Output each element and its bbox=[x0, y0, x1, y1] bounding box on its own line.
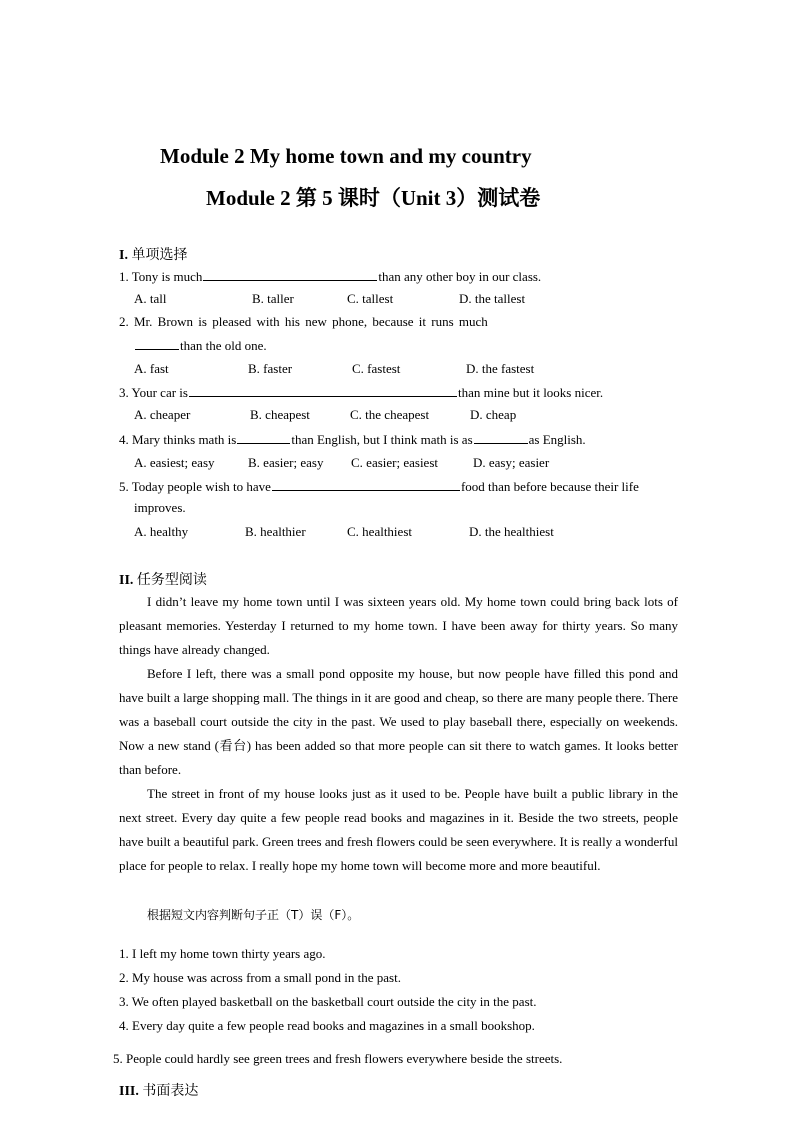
q5-option-b: B. healthier bbox=[245, 524, 306, 539]
q1-option-a: A. tall bbox=[134, 291, 167, 306]
q3-option-a: A. cheaper bbox=[134, 407, 191, 422]
answer-blank bbox=[237, 431, 290, 444]
title-line-1: Module 2 My home town and my country bbox=[160, 144, 532, 168]
reading-paragraph-1-text: I didn’t leave my home town until I was sixteen years old. My home town could bring back lots of pleasant memories. Yesterday I returned to my home town. I have been away for thirty years. So many things have already changed. bbox=[119, 594, 678, 657]
q3-option-d: D. cheap bbox=[470, 407, 517, 422]
question-2-text-post: than the old one. bbox=[180, 338, 267, 353]
q4-option-b: B. easier; easy bbox=[248, 455, 324, 470]
question-1-text-post: than any other boy in our class. bbox=[378, 269, 542, 284]
q3-option-c: C. the cheapest bbox=[350, 407, 430, 422]
section-2-heading bbox=[119, 569, 207, 589]
question-3 bbox=[119, 384, 603, 401]
reading-paragraph-2-text: Before I left, there was a small pond opposite my house, but now people have filled this pond and have built a large shopping mall. The things in it are good and cheap, so there are many people there. There was a baseball court outside the city in the past. We used to play baseball there, especially on weekends. Now a new stand (看台) has been added so that more people can sit there to watch games. It looks better than before. bbox=[119, 666, 678, 777]
q4-option-d: D. easy; easier bbox=[473, 455, 550, 470]
q3-option-b: B. cheapest bbox=[250, 407, 310, 422]
question-5-text-post: food than before because their life bbox=[460, 479, 639, 494]
q5-option-a: A. healthy bbox=[134, 524, 189, 539]
question-2-line-2 bbox=[134, 337, 267, 354]
question-3-text-post: than mine but it looks nicer. bbox=[457, 385, 604, 400]
question-5-line-2: improves. bbox=[134, 500, 186, 515]
q2-option-b: B. faster bbox=[248, 361, 293, 376]
statement-1: 1. I left my home town thirty years ago. bbox=[119, 946, 326, 961]
question-4-text-pre: 4. Mary thinks math is bbox=[119, 432, 237, 447]
section-1-number: I. bbox=[119, 248, 128, 263]
section-1-heading bbox=[119, 244, 187, 264]
statement-5: 5. People could hardly see green trees and fresh flowers everywhere beside the streets. bbox=[113, 1051, 563, 1066]
question-4-text-post: as English. bbox=[528, 432, 586, 447]
section-2-title: 任务型阅读 bbox=[136, 572, 207, 588]
answer-blank bbox=[272, 478, 460, 491]
q2-option-d: D. the fastest bbox=[466, 361, 535, 376]
answer-blank bbox=[474, 431, 528, 444]
statement-2: 2. My house was across from a small pond in the past. bbox=[119, 970, 401, 985]
section-2-number: II. bbox=[119, 573, 134, 588]
question-5-line-1 bbox=[119, 478, 639, 495]
section-3-heading bbox=[119, 1080, 198, 1100]
question-1-text-pre: 1. Tony is much bbox=[119, 269, 203, 284]
question-2-line-1: 2. Mr. Brown is pleased with his new phone, because it runs much bbox=[119, 314, 488, 329]
q5-option-c: C. healthiest bbox=[347, 524, 412, 539]
question-4-text-mid: than English, but I think math is as bbox=[291, 432, 473, 447]
q4-option-c: C. easier; easiest bbox=[351, 455, 438, 470]
reading-paragraph-3-text: The street in front of my house looks just as it used to be. People have built a public library in the next street. Every day quite a few people read books and magazines in it. Beside the two streets, people have built a beautiful park. Green trees and fresh flowers could be seen everywhere. It is really a wonderful place for people to relax. I really hope my home town will become more and more beautiful. bbox=[119, 786, 678, 873]
section-1-title: 单项选择 bbox=[131, 247, 188, 263]
statement-3: 3. We often played basketball on the basketball court outside the city in the past. bbox=[119, 994, 537, 1009]
question-3-text-pre: 3. Your car is bbox=[119, 385, 188, 400]
reading-paragraph-1 bbox=[119, 590, 678, 662]
statement-4: 4. Every day quite a few people read books and magazines in a small bookshop. bbox=[119, 1018, 535, 1033]
q5-option-d: D. the healthiest bbox=[469, 524, 554, 539]
reading-paragraph-3 bbox=[119, 782, 678, 878]
question-4 bbox=[119, 431, 586, 448]
q2-option-a: A. fast bbox=[134, 361, 169, 376]
question-5-text-pre: 5. Today people wish to have bbox=[119, 479, 271, 494]
answer-blank bbox=[135, 337, 179, 350]
question-1 bbox=[119, 268, 541, 285]
q1-option-c: C. tallest bbox=[347, 291, 394, 306]
q4-option-a: A. easiest; easy bbox=[134, 455, 215, 470]
q1-option-b: B. taller bbox=[252, 291, 294, 306]
q2-option-c: C. fastest bbox=[352, 361, 401, 376]
q1-option-d: D. the tallest bbox=[459, 291, 526, 306]
judgement-instruction: 根据短文内容判断句子正（T）误（F）。 bbox=[147, 908, 360, 922]
answer-blank bbox=[203, 268, 377, 281]
section-3-title: 书面表达 bbox=[142, 1083, 199, 1099]
section-3-number: III. bbox=[119, 1084, 139, 1099]
answer-blank bbox=[189, 384, 457, 397]
reading-paragraph-2 bbox=[119, 662, 678, 782]
title-line-2: Module 2 第 5 课时（Unit 3）测试卷 bbox=[206, 186, 541, 210]
